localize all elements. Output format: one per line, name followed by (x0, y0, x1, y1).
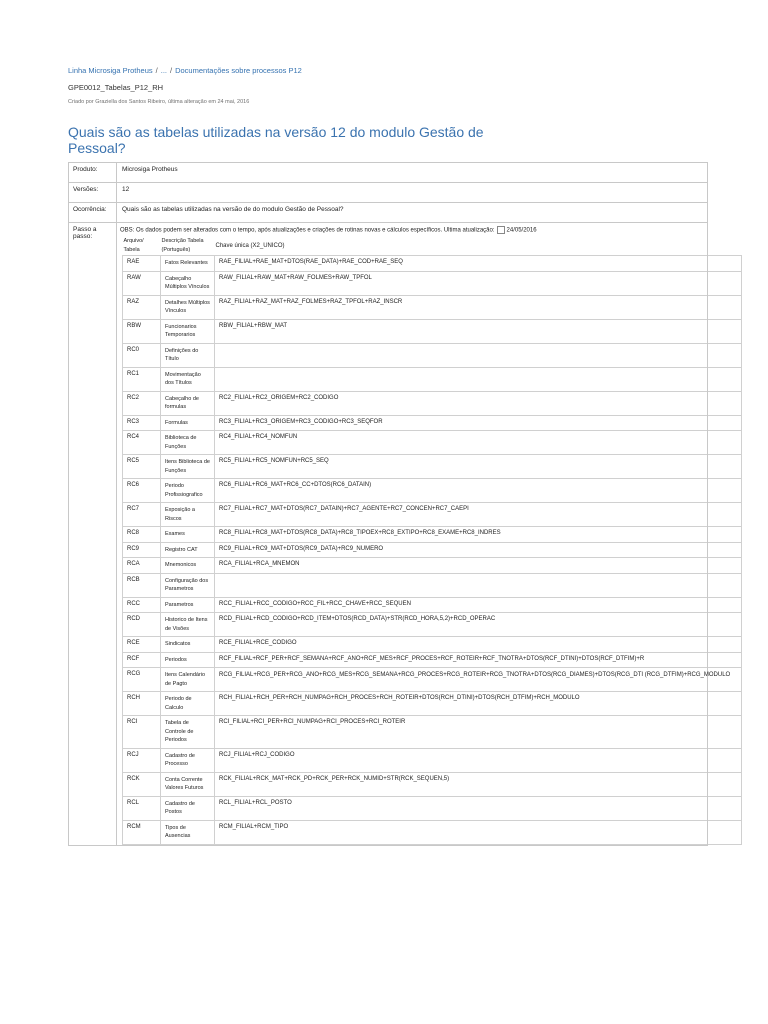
header-arquivo: Arquivo/ Tabela (123, 238, 144, 253)
table-description: Historico de Itens de Visões (161, 613, 215, 637)
tables-body (123, 256, 742, 845)
table-unique-key: RC2_FILIAL+RC2_ORIGEM+RC2_CODIGO (215, 391, 742, 415)
ocorrencia-value: Quais são as tabelas utilizadas na versão de do modulo Gestão de Pessoal? (117, 203, 708, 223)
table-code: RCK (123, 772, 161, 796)
table-row (123, 748, 742, 772)
table-row (123, 796, 742, 820)
table-row (123, 637, 742, 653)
versoes-label: Versões: (69, 183, 117, 203)
table-code: RC2 (123, 391, 161, 415)
table-row (123, 558, 742, 574)
table-code: RAZ (123, 295, 161, 319)
produto-value: Microsiga Protheus (117, 163, 708, 183)
breadcrumb-separator: / (155, 66, 158, 75)
document-id: GPE0012_Tabelas_P12_RH (68, 83, 164, 92)
ocorrencia-label: Ocorrência: (69, 203, 117, 223)
table-code: RC3 (123, 415, 161, 431)
table-unique-key: RCM_FILIAL+RCM_TIPO (215, 820, 742, 844)
table-code: RCE (123, 637, 161, 653)
breadcrumb-item-linha[interactable]: Linha Microsiga Protheus (68, 66, 153, 75)
table-unique-key: RCK_FILIAL+RCK_MAT+RCK_PD+RCK_PER+RCK_NUMID+STR(RCK_SEQUEN,5) (215, 772, 742, 796)
table-unique-key: RC8_FILIAL+RC8_MAT+DTOS(RC8_DATA)+RC8_TIPOEX+RC8_EXTIPO+RC8_EXAME+RC8_INDRES (215, 527, 742, 543)
obs-note (120, 226, 707, 234)
table-row (123, 542, 742, 558)
versoes-value: 12 (117, 183, 708, 203)
table-code: RCD (123, 613, 161, 637)
breadcrumb-separator: / (170, 66, 173, 75)
breadcrumb-item-documentacoes[interactable]: Documentações sobre processos P12 (175, 66, 302, 75)
table-unique-key (215, 343, 742, 367)
table-description: Sindicatos (161, 637, 215, 653)
table-description: Configuração dos Parametros (161, 573, 215, 597)
table-code: RCC (123, 597, 161, 613)
table-unique-key (215, 367, 742, 391)
table-code: RC9 (123, 542, 161, 558)
table-description: Registro CAT (161, 542, 215, 558)
table-row (123, 271, 742, 295)
table-row (123, 652, 742, 668)
table-row (123, 820, 742, 844)
page-title: Quais são as tabelas utilizadas na versão 12 do modulo Gestão de Pessoal? (68, 124, 484, 156)
row-passo (69, 223, 708, 846)
tables-header-row (123, 236, 742, 256)
table-unique-key: RC6_FILIAL+RC6_MAT+RC6_CC+DTOS(RC6_DATAIN) (215, 479, 742, 503)
table-code: RCG (123, 668, 161, 692)
table-row (123, 613, 742, 637)
produto-label: Produto: (69, 163, 117, 183)
row-versoes (69, 183, 708, 203)
table-row (123, 256, 742, 272)
table-row (123, 391, 742, 415)
table-code: RC1 (123, 367, 161, 391)
table-unique-key: RAE_FILIAL+RAE_MAT+DTOS(RAE_DATA)+RAE_COD+RAE_SEQ (215, 256, 742, 272)
breadcrumb-item-ellipsis[interactable]: ... (160, 66, 167, 75)
table-code: RBW (123, 319, 161, 343)
table-description: Itens Biblioteca de Funções (161, 455, 215, 479)
table-unique-key: RAW_FILIAL+RAW_MAT+RAW_FOLMES+RAW_TPFOL (215, 271, 742, 295)
table-row (123, 367, 742, 391)
table-description: Tabela de Controle de Periodos (161, 716, 215, 749)
page-metadata: Criado por Graziella dos Santos Ribeiro, última alteração em 24 mai, 2016 (68, 99, 250, 105)
table-row (123, 668, 742, 692)
table-row (123, 527, 742, 543)
table-description: Definições do Título (161, 343, 215, 367)
header-descricao: Descrição Tabela (Português) (161, 238, 204, 253)
calendar-icon (497, 226, 505, 234)
table-description: Cabeçalho de formulas (161, 391, 215, 415)
table-code: RCB (123, 573, 161, 597)
tables-list (122, 236, 742, 845)
table-unique-key: RC3_FILIAL+RC3_ORIGEM+RC3_CODIGO+RC3_SEQFOR (215, 415, 742, 431)
table-unique-key: RCC_FILIAL+RCC_CODIGO+RCC_FIL+RCC_CHAVE+RCC_SEQUEN (215, 597, 742, 613)
table-unique-key: RCA_FILIAL+RCA_MNEMON (215, 558, 742, 574)
table-description: Cadastro de Processo (161, 748, 215, 772)
table-row (123, 573, 742, 597)
table-description: Parametros (161, 597, 215, 613)
table-row (123, 772, 742, 796)
table-code: RAW (123, 271, 161, 295)
table-code: RCL (123, 796, 161, 820)
table-description: Detalhes Múltiplos Vínculos (161, 295, 215, 319)
table-unique-key (215, 573, 742, 597)
table-unique-key: RC7_FILIAL+RC7_MAT+DTOS(RC7_DATAIN)+RC7_AGENTE+RC7_CONCEN+RC7_CAEPI (215, 503, 742, 527)
table-description: Itens Calendário de Pagto (161, 668, 215, 692)
table-unique-key: RC5_FILIAL+RC5_NOMFUN+RC5_SEQ (215, 455, 742, 479)
table-row (123, 431, 742, 455)
table-description: Periodo de Calculo (161, 692, 215, 716)
row-ocorrencia (69, 203, 708, 223)
table-description: Formulas (161, 415, 215, 431)
obs-date: 24/05/2016 (506, 227, 537, 234)
breadcrumb (68, 66, 302, 75)
table-row (123, 692, 742, 716)
table-unique-key: RCI_FILIAL+RCI_PER+RCI_NUMPAG+RCI_PROCES+RCI_ROTEIR (215, 716, 742, 749)
table-description: Cadastro de Postos (161, 796, 215, 820)
obs-text: OBS: Os dados podem ser alterados com o tempo, após atualizações e criações de rotinas novas e cálculos específicos. Ultima atualização: (120, 227, 495, 234)
table-description: Cabeçalho Múltiplos Vínculos (161, 271, 215, 295)
table-unique-key: RCG_FILIAL+RCG_PER+RCG_ANO+RCG_MES+RCG_SEMANA+RCG_PROCES+RCG_ROTEIR+RCG_TNOTRA+DTOS(RCG_DIAMES)+DTOS(RCG_DTI (RCG_DTFIM)+RCG_MODULO (215, 668, 742, 692)
table-code: RC8 (123, 527, 161, 543)
table-row (123, 455, 742, 479)
passo-label: Passo a passo: (69, 223, 117, 846)
table-code: RC4 (123, 431, 161, 455)
table-unique-key: RCF_FILIAL+RCF_PER+RCF_SEMANA+RCF_ANO+RCF_MES+RCF_PROCES+RCF_ROTEIR+RCF_TNOTRA+DTOS(RCF_DTINI)+DTOS(RCF_DTFIM)+R (215, 652, 742, 668)
table-row (123, 415, 742, 431)
table-code: RC7 (123, 503, 161, 527)
table-row (123, 479, 742, 503)
table-code: RCF (123, 652, 161, 668)
table-description: Tipos de Ausencias (161, 820, 215, 844)
table-description: Periodos (161, 652, 215, 668)
table-description: Movimentação dos Títulos (161, 367, 215, 391)
header-chave: Chave única (X2_UNICO) (215, 242, 285, 249)
table-unique-key: RC9_FILIAL+RC9_MAT+DTOS(RC9_DATA)+RC9_NUMERO (215, 542, 742, 558)
table-row (123, 503, 742, 527)
table-unique-key: RCH_FILIAL+RCH_PER+RCH_NUMPAG+RCH_PROCES+RCH_ROTEIR+DTOS(RCH_DTINI)+DTOS(RCH_DTFIM)+RCH_MODULO (215, 692, 742, 716)
table-unique-key: RCL_FILIAL+RCL_POSTO (215, 796, 742, 820)
table-description: Funcionarios Temporarios (161, 319, 215, 343)
table-code: RCH (123, 692, 161, 716)
table-code: RCM (123, 820, 161, 844)
table-code: RCJ (123, 748, 161, 772)
row-produto (69, 163, 708, 183)
table-row (123, 597, 742, 613)
table-row (123, 343, 742, 367)
table-unique-key: RCJ_FILIAL+RCJ_CODIGO (215, 748, 742, 772)
table-description: Biblioteca de Funções (161, 431, 215, 455)
table-unique-key: RC4_FILIAL+RC4_NOMFUN (215, 431, 742, 455)
table-unique-key: RCD_FILIAL+RCD_CODIGO+RCD_ITEM+DTOS(RCD_DATA)+STR(RCD_HORA,5,2)+RCD_OPERAC (215, 613, 742, 637)
table-row (123, 716, 742, 749)
table-description: Exames (161, 527, 215, 543)
table-unique-key: RBW_FILIAL+RBW_MAT (215, 319, 742, 343)
table-code: RAE (123, 256, 161, 272)
table-code: RC0 (123, 343, 161, 367)
table-row (123, 319, 742, 343)
table-description: Exposição a Riscos (161, 503, 215, 527)
table-code: RCA (123, 558, 161, 574)
info-table (68, 162, 731, 846)
passo-content (117, 223, 731, 846)
table-unique-key: RAZ_FILIAL+RAZ_MAT+RAZ_FOLMES+RAZ_TPFOL+RAZ_INSCR (215, 295, 742, 319)
table-code: RC6 (123, 479, 161, 503)
table-code: RCI (123, 716, 161, 749)
table-description: Conta Corrente Valores Futuros (161, 772, 215, 796)
table-row (123, 295, 742, 319)
table-code: RC5 (123, 455, 161, 479)
table-description: Periodo Profissiografico (161, 479, 215, 503)
table-unique-key: RCE_FILIAL+RCE_CODIGO (215, 637, 742, 653)
table-description: Fatos Relevantes (161, 256, 215, 272)
table-description: Mnemonicos (161, 558, 215, 574)
